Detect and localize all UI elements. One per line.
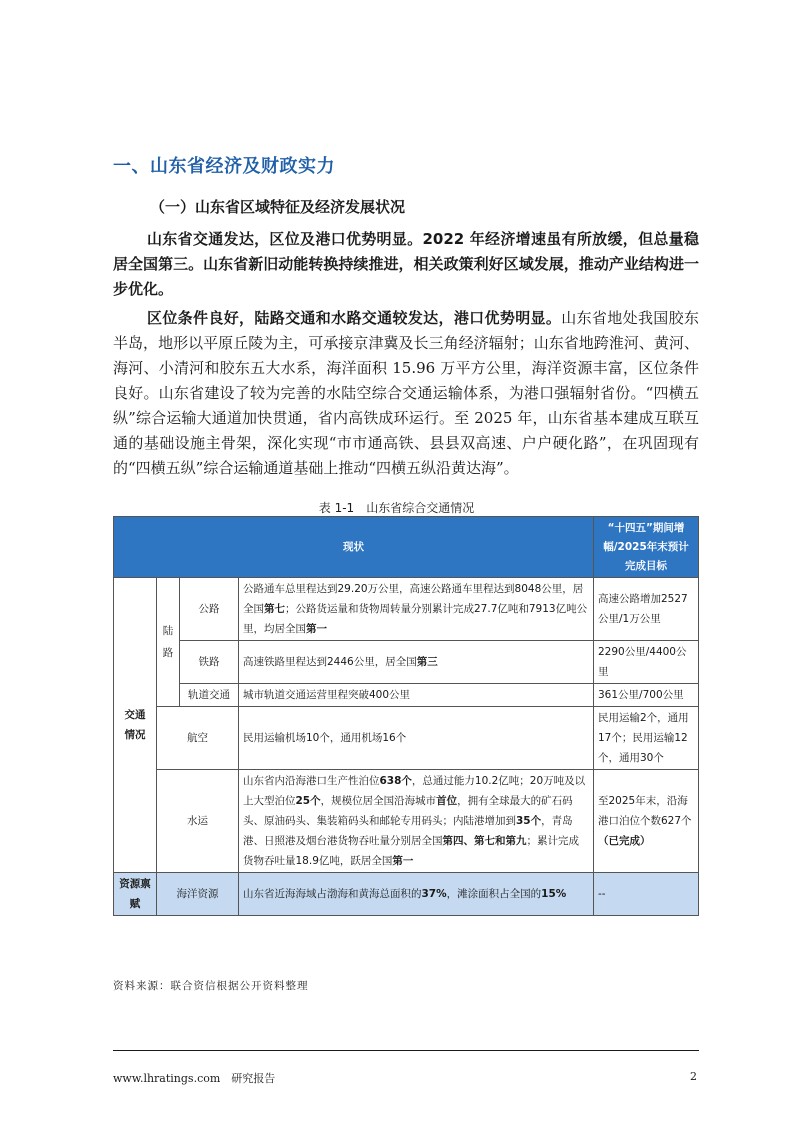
summary-paragraph: 山东省交通发达，区位及港口优势明显。2022 年经济增速虽有所放缓，但总量稳居全国第三。山东省新旧动能转换持续推进，相关政策利好区域发展，推动产业结构进一步优化。 [113,230,699,298]
row-text-water: 山东省内沿海港口生产性泊位638个，总通过能力10.2亿吨；20万吨及以上大型泊位25个，规模位居全国沿海城市首位，拥有全球最大的矿石码头、原油码头、集装箱码头和邮轮专用码头；内陆港增加到35个，青岛港、日照港及烟台港货物吞吐量分别居全国第四、第七和第九；累计完成货物吞吐量18.9亿吨，跃居全国第一 [239,770,594,873]
page-number: 2 [690,1070,697,1083]
group-transport: 交通情况 [114,578,157,873]
group-land: 陆路 [157,578,180,707]
header-target: “十四五”期间增幅/2025年末预计完成目标 [594,517,699,578]
table-source: 资料来源：联合资信根据公开资料整理 [113,980,309,992]
table-row [114,707,699,770]
table-row [114,873,699,916]
row-target-water: 至2025年末，沿海港口泊位个数627个（已完成） [594,770,699,873]
table-row [114,578,699,641]
row-text-rail-transit: 城市轨道交通运营里程突破400公里 [239,684,594,707]
row-target-highway: 高速公路增加2527公里/1万公里 [594,578,699,641]
paragraph-lead: 区位条件良好，陆路交通和水路交通较发达，港口优势明显。 [147,309,562,327]
row-target-marine: -- [594,873,699,916]
row-label-aviation: 航空 [157,707,239,770]
row-target-aviation: 民用运输2个，通用17个；民用运输12个，通用30个 [594,707,699,770]
row-target-railway: 2290公里/4400公里 [594,641,699,684]
table-header-row [114,517,699,578]
row-text-aviation: 民用运输机场10个，通用机场16个 [239,707,594,770]
footer-left [113,1070,275,1086]
location-paragraph [113,306,699,481]
row-text-marine: 山东省近海海域占渤海和黄海总面积的37%，滩涂面积占全国的15% [239,873,594,916]
row-text-highway: 公路通车总里程达到29.20万公里，高速公路通车里程达到8048公里，居全国第七；公路货运量和货物周转量分别累计完成27.7亿吨和7913亿吨公里，均居全国第一 [239,578,594,641]
table-row [114,684,699,707]
row-label-marine: 海洋资源 [157,873,239,916]
row-label-railway: 铁路 [180,641,239,684]
subsection-heading: （一）山东省区域特征及经济发展状况 [150,198,406,216]
footer-report-type: 研究报告 [231,1072,276,1085]
footer-website[interactable]: www.lhratings.com [113,1072,221,1085]
header-status: 现状 [114,517,594,578]
row-label-highway: 公路 [180,578,239,641]
group-resource: 资源禀赋 [114,873,157,916]
section-heading: 一、山东省经济及财政实力 [113,156,335,177]
paragraph-body: 山东省地处我国胶东半岛，地形以平原丘陵为主，可承接京津冀及长三角经济辐射；山东省地跨淮河、黄河、海河、小清河和胶东五大水系，海洋面积 15.96 万平方公里，海洋资源丰富，区位条件良好。山东省建设了较为完善的水陆空综合交通运输体系，为港口强辐射省份。“四横五纵”综合运输大通道加快贯通，省内高铁成环运行。至 2025 年，山东省基本建成互联互通的基础设施主骨架，深化实现“市市通高铁、县县双高速、户户硬化路”，在巩固现有的“四横五纵”综合运输通道基础上推动“四横五纵沿黄达海”。 [113,309,699,477]
footer-divider [113,1050,699,1051]
row-text-railway: 高速铁路里程达到2446公里，居全国第三 [239,641,594,684]
row-label-water: 水运 [157,770,239,873]
row-target-rail-transit: 361公里/700公里 [594,684,699,707]
table-caption: 表 1-1 山东省综合交通情况 [318,501,475,515]
table-row [114,641,699,684]
row-label-rail-transit: 轨道交通 [180,684,239,707]
table-row [114,770,699,873]
transport-table [113,516,699,916]
